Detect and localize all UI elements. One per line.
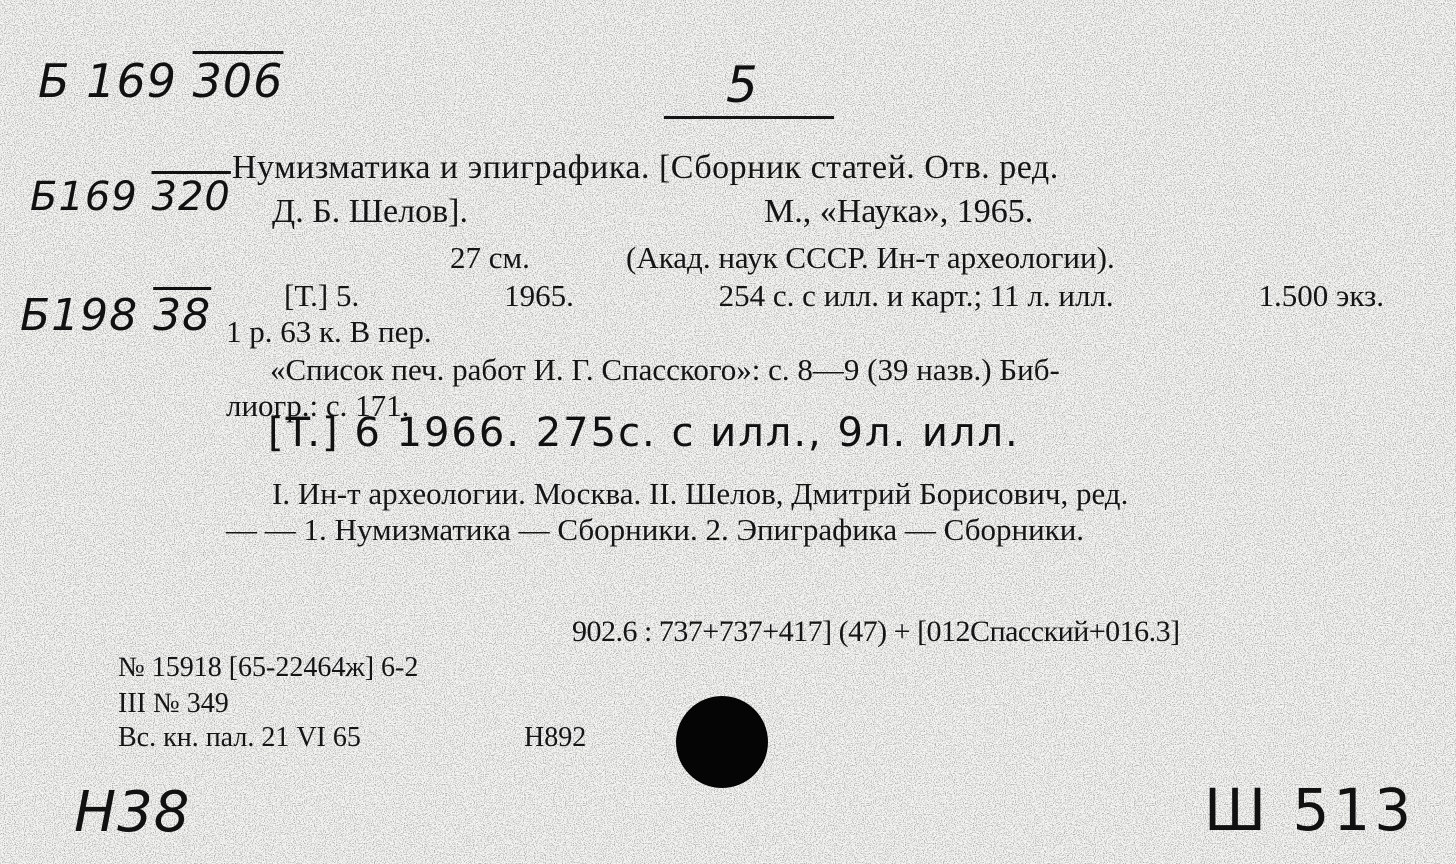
volume-year: 1965. bbox=[504, 278, 574, 313]
registry-number: III № 349 bbox=[118, 688, 229, 719]
card-code: H892 bbox=[524, 722, 587, 753]
imprint-line: М., «Наука», 1965. bbox=[764, 193, 1034, 230]
author-line: Д. Б. Шелов]. bbox=[272, 193, 468, 230]
handwritten-bottom-right: Ш 513 bbox=[1204, 776, 1416, 844]
size-text: 27 см. bbox=[450, 240, 530, 275]
series-text: (Акад. наук СССР. Ин-т археологии). bbox=[626, 240, 1115, 275]
top-mark-underline bbox=[664, 116, 834, 119]
book-chamber-line: Вс. кн. пал. 21 VI 65 bbox=[118, 722, 361, 753]
volume-number: [Т.] 5. bbox=[284, 278, 360, 313]
shelf-mark-1-fraction: 306 bbox=[192, 54, 284, 108]
price-line: 1 р. 63 к. В пер. bbox=[226, 314, 432, 349]
card-punch-hole bbox=[676, 696, 768, 788]
handwritten-edition-note: [T.] 6 1966. 275с. с илл., 9л. илл. bbox=[268, 410, 1020, 456]
print-run: 1.500 экз. bbox=[1258, 278, 1384, 313]
handwritten-top-mark: 5 bbox=[726, 56, 759, 114]
shelf-mark-3-fraction: 38 bbox=[153, 290, 212, 341]
volume-pages: 254 с. с илл. и карт.; 11 л. илл. bbox=[718, 278, 1114, 313]
title-line-1: Нумизматика и эпиграфика. [Сборник статей. Отв. ред. bbox=[232, 149, 1059, 186]
shelf-mark-3 bbox=[20, 290, 211, 341]
classification-index: 902.6 : 737+737+417] (47) + [012Спасский+016.3] bbox=[572, 615, 1180, 648]
shelf-mark-3-number: Б198 bbox=[20, 290, 139, 341]
shelf-mark-1 bbox=[38, 54, 283, 108]
shelf-mark-2-fraction: 320 bbox=[151, 174, 231, 220]
tracing-line-1: I. Ин-т археологии. Москва. II. Шелов, Дмитрий Борисович, ред. bbox=[272, 476, 1129, 511]
volume-line bbox=[284, 278, 1384, 314]
handwritten-bottom-left: Н38 bbox=[74, 780, 191, 845]
shelf-mark-2 bbox=[30, 174, 231, 220]
notes-line-2: лиогр.: с. 171. bbox=[226, 388, 410, 423]
notes-line-1: «Список печ. работ И. Г. Спасского»: с. 8—9 (39 назв.) Биб- bbox=[270, 352, 1060, 387]
shelf-mark-2-number: Б169 bbox=[30, 174, 138, 220]
card-number: № 15918 [65-22464ж] 6-2 bbox=[118, 652, 419, 683]
shelf-mark-1-number: Б 169 bbox=[38, 54, 177, 108]
tracing-line-2: — — 1. Нумизматика — Сборники. 2. Эпиграфика — Сборники. bbox=[226, 512, 1085, 547]
